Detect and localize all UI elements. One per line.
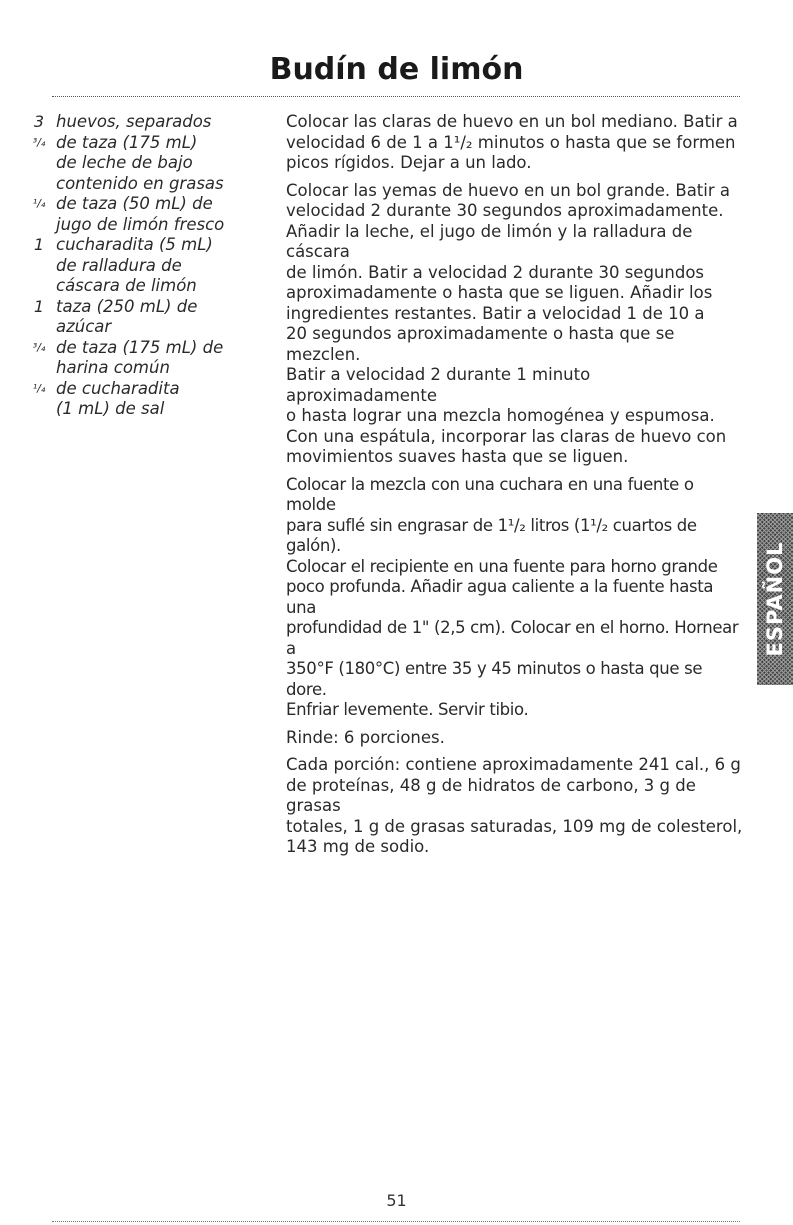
page-number: 51 [386, 1191, 407, 1210]
instruction-paragraph: Colocar las claras de huevo en un bol mediano. Batir a velocidad 6 de 1 a 1¹/₂ minutos o hasta que se formen picos rígidos. Dejar a un lado. [286, 112, 738, 172]
ingredient-quantity: 1 [33, 296, 45, 316]
ingredient-quantity: ¹/₄ [32, 381, 46, 395]
ingredient-item [30, 194, 270, 235]
ingredient-item [30, 338, 270, 379]
ingredient-quantity: 3 [33, 112, 45, 131]
ingredient-text: de taza (175 mL) de harina común [56, 337, 224, 377]
nutrition-info: Cada porción: contiene aproximadamente 241 cal., 6 g de proteínas, 48 g de hidratos de carbono, 3 g de grasas totales, 1 g de grasas saturadas, 109 mg de colesterol, 143 mg de sodio. [286, 755, 743, 856]
footer-divider [52, 1221, 740, 1222]
ingredient-quantity: ³/₄ [32, 340, 46, 354]
recipe-title: Budín de limón [269, 52, 524, 87]
ingredient-quantity: 1 [33, 235, 45, 254]
ingredient-item [30, 379, 270, 420]
ingredient-text: de taza (50 mL) de jugo de limón fresco [56, 194, 225, 234]
yield-text: Rinde: 6 porciones. [286, 727, 445, 747]
language-tab [757, 513, 793, 685]
ingredient-item [30, 112, 270, 133]
ingredient-text: huevos, separados [56, 112, 212, 131]
ingredient-text: cucharadita (5 mL) de ralladura de cáscara de limón [56, 235, 213, 295]
ingredient-item [30, 133, 270, 195]
recipe-instructions [286, 112, 746, 865]
ingredient-quantity: ¹/₄ [32, 197, 46, 210]
ingredient-item [30, 297, 270, 338]
language-tab-label: ESPAÑOL [763, 541, 787, 657]
instruction-paragraph: Colocar las yemas de huevo en un bol grande. Batir a velocidad 2 durante 30 segundos aproximadamente. Añadir la leche, el jugo de limón y la ralladura de cáscara de limón. Batir a velocidad 2 durante 30 segundos aproximadamente o hasta que se liguen. Añadir los ingredientes restantes. Batir a velocidad 1 de 10 a 20 segundos aproximadamente o hasta que se mezclen. Batir a velocidad 2 durante 1 minuto aproximadamente o hasta lograr una mezcla homogénea y espumosa. Con una espátula, incorporar las claras de huevo con movimientos suaves hasta que se liguen. [286, 180, 731, 466]
instruction-paragraph: Colocar la mezcla con una cuchara en una fuente o molde para suflé sin engrasar de 1¹/₂ litros (1¹/₂ cuartos de galón). Colocar el recipiente en una fuente para horno grande poco profunda. Añadir agua caliente a la fuente hasta una profundidad de 1" (2,5 cm). Colocar en el horno. Hornear a 350°F (180°C) entre 35 y 45 minutos o hasta que se dore. Enfriar levemente. Servir tibio. [286, 474, 739, 719]
ingredient-text: de cucharadita (1 mL) de sal [56, 378, 180, 418]
ingredient-list [30, 112, 270, 420]
ingredient-text: taza (250 mL) de azúcar [56, 296, 198, 336]
title-divider [52, 96, 740, 97]
ingredient-item [30, 235, 270, 297]
ingredient-quantity: ³/₄ [32, 135, 46, 149]
ingredient-text: de taza (175 mL) de leche de bajo contenido en grasas [56, 132, 224, 193]
